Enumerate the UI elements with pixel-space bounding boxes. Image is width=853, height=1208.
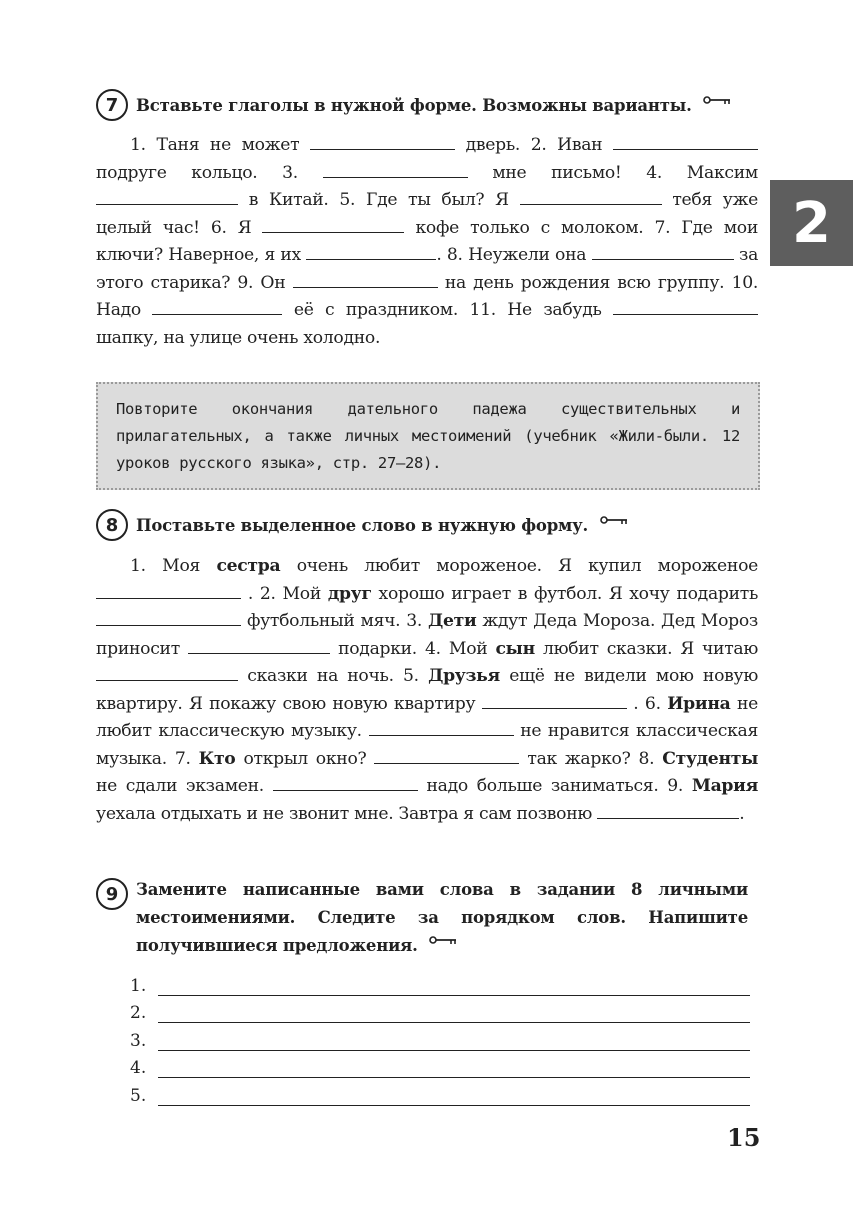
answer-blank[interactable] — [310, 133, 455, 150]
page-number: 15 — [727, 1123, 761, 1152]
answer-blank[interactable] — [323, 161, 468, 178]
exercise-title: Замените написанные вами слова в задании 8 личными местоимениями. Следите за порядком слов. Напишите получившиеся предложения. — [136, 880, 748, 955]
exercise-9-header — [96, 876, 756, 960]
answer-blank[interactable] — [613, 298, 758, 315]
exercise-number-badge: 8 — [96, 509, 128, 541]
answer-blank[interactable] — [96, 188, 238, 205]
answer-blank[interactable] — [262, 216, 404, 233]
answer-blank[interactable] — [482, 692, 627, 709]
key-icon — [600, 515, 628, 525]
answer-line[interactable]: 3. — [130, 1023, 750, 1051]
answer-blank[interactable] — [152, 298, 282, 315]
answer-blank[interactable] — [96, 582, 241, 599]
section-tab — [770, 180, 853, 266]
answer-blank[interactable] — [613, 133, 758, 150]
exercise-number-badge: 7 — [96, 89, 128, 121]
exercise-7-text: 1. Таня не может дверь. 2. Иван подруге кольцо. 3. мне письмо! 4. Максим в Китай. 5. Где ты был? Я тебя уже целый час! 6. Я кофе только с молоком. 7. Где мои ключи? Наверное, я их . 8. Неужели она за этого старика? 9. Он на день рождения всю группу. 10. Надо её с праздником. 11. Не забудь шапку, на улице очень холодно. — [96, 135, 759, 348]
answer-blank[interactable] — [520, 188, 662, 205]
answer-rule[interactable] — [158, 1059, 750, 1078]
answer-blank[interactable] — [306, 243, 436, 260]
exercise-7-header — [96, 92, 756, 121]
answer-blank[interactable] — [96, 664, 238, 681]
answer-line[interactable]: 4. — [130, 1051, 750, 1079]
answer-blank[interactable] — [369, 719, 514, 736]
grammar-note: Повторите окончания дательного падежа существительных и прилагательных, а также личных местоимений (учебник «Жили-были. 12 уроков русского языка», стр. 27–28). — [96, 382, 760, 490]
exercise-title: Поставьте выделенное слово в нужную форму. — [136, 512, 628, 540]
answer-blank[interactable] — [96, 609, 241, 626]
answer-line[interactable]: 2. — [130, 996, 750, 1024]
answer-line[interactable]: 5. — [130, 1078, 750, 1106]
answer-blank[interactable] — [188, 637, 330, 654]
key-icon — [429, 935, 457, 945]
answer-line[interactable]: 1. — [130, 968, 750, 996]
answer-rule[interactable] — [158, 977, 750, 996]
answer-rule[interactable] — [158, 1004, 750, 1023]
answer-rule[interactable] — [158, 1087, 750, 1106]
exercise-title: Вставьте глаголы в нужной форме. Возможны варианты. — [136, 92, 731, 120]
answer-rule[interactable] — [158, 1032, 750, 1051]
key-icon — [703, 95, 731, 105]
section-tab-number: 2 — [792, 190, 831, 256]
answer-blank[interactable] — [273, 774, 418, 791]
answer-blank[interactable] — [592, 243, 734, 260]
exercise-8-header — [96, 512, 756, 541]
answer-blank[interactable] — [374, 747, 519, 764]
answer-blank[interactable] — [293, 271, 438, 288]
answer-lines — [130, 968, 750, 1106]
exercise-8-text: 1. Моя сестра очень любит мороженое. Я купил мороженое . 2. Мой друг хорошо играет в футбол. Я хочу подарить футбольный мяч. 3. Дети ждут Деда Мороза. Дед Мороз приносит подарки. 4. Мой сын любит сказки. Я читаю сказки на ночь. 5. Друзья ещё не видели мою новую квартиру. Я покажу свою новую квартиру . 6. Ирина не любит классическую музыку. не нравится классическая музыка. 7. Кто открыл окно? так жарко? 8. Студенты не сдали экзамен. надо больше заниматься. 9. Мария уехала отдыхать и не звонит мне. Завтра я сам позвоню . — [96, 556, 759, 824]
exercise-number-badge: 9 — [96, 878, 128, 910]
answer-blank[interactable] — [597, 802, 739, 819]
